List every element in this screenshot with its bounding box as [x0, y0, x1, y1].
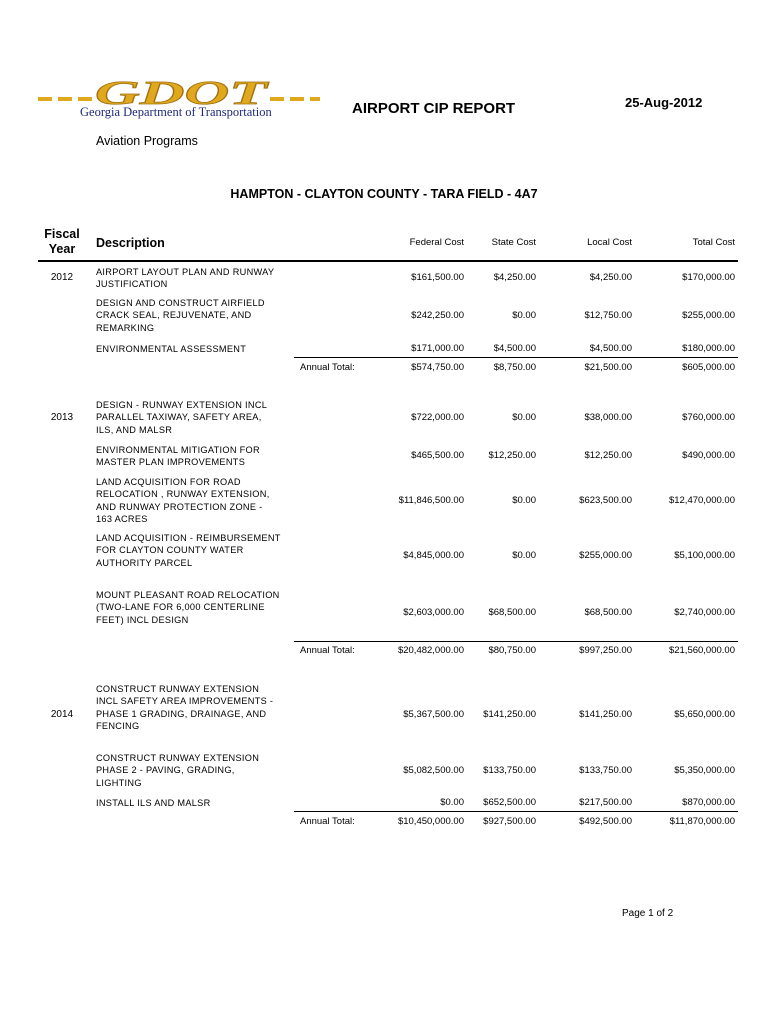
col-local: Local Cost	[587, 237, 632, 248]
federal-cost: $242,250.00	[411, 310, 464, 321]
project-description: CONSTRUCT RUNWAY EXTENSION INCL SAFETY AREA IMPROVEMENTS - PHASE 1 GRADING, DRAINAGE, AND FENCING	[96, 684, 274, 731]
annual-total-federal: $10,450,000.00	[397, 816, 464, 827]
state-cost: $0.00	[512, 412, 536, 423]
col-description: Description	[96, 236, 165, 250]
annual-total-state: $8,750.00	[493, 362, 536, 373]
annual-total-state: $927,500.00	[483, 816, 536, 827]
local-cost: $217,500.00	[579, 797, 632, 808]
project-description: LAND ACQUISITION - REIMBURSEMENT FOR CLAYTON COUNTY WATER AUTHORITY PARCEL	[96, 533, 281, 568]
state-cost: $4,250.00	[493, 272, 536, 283]
page-number: Page 1 of 2	[622, 908, 674, 919]
fiscal-year-2012: 2012	[50, 272, 74, 283]
report-date: 25-Aug-2012	[625, 95, 703, 110]
annual-total-total: $21,560,000.00	[668, 645, 735, 656]
state-cost: $133,750.00	[483, 765, 536, 776]
federal-cost: $161,500.00	[411, 272, 464, 283]
total-cost: $12,470,000.00	[668, 495, 735, 506]
total-cost: $870,000.00	[682, 797, 735, 808]
federal-cost: $0.00	[440, 797, 464, 808]
annual-total-label: Annual Total:	[300, 645, 355, 656]
local-cost: $255,000.00	[579, 550, 632, 561]
total-rule	[294, 641, 738, 642]
project-description: DESIGN AND CONSTRUCT AIRFIELD CRACK SEAL, REJUVENATE, AND REMARKING	[96, 298, 265, 333]
local-cost: $68,500.00	[584, 607, 632, 618]
project-description: CONSTRUCT RUNWAY EXTENSION PHASE 2 - PAVING, GRADING, LIGHTING	[96, 753, 260, 788]
total-cost: $170,000.00	[682, 272, 735, 283]
federal-cost: $11,846,500.00	[398, 495, 464, 506]
fiscal-year-2013: 2013	[50, 412, 74, 423]
annual-total-total: $11,870,000.00	[669, 816, 735, 827]
local-cost: $12,250.00	[584, 450, 632, 461]
state-cost: $4,500.00	[493, 343, 536, 354]
annual-total-label: Annual Total:	[300, 816, 355, 827]
total-cost: $2,740,000.00	[674, 607, 735, 618]
state-cost: $68,500.00	[488, 607, 536, 618]
annual-total-local: $21,500.00	[584, 362, 632, 373]
federal-cost: $722,000.00	[411, 412, 464, 423]
federal-cost: $5,367,500.00	[403, 709, 464, 720]
total-cost: $5,100,000.00	[674, 550, 735, 561]
project-description: ENVIRONMENTAL MITIGATION FOR MASTER PLAN IMPROVEMENTS	[96, 445, 260, 468]
col-federal: Federal Cost	[409, 237, 464, 248]
federal-cost: $171,000.00	[411, 343, 464, 354]
project-description: LAND ACQUISITION FOR ROAD RELOCATION , RUNWAY EXTENSION, AND RUNWAY PROTECTION ZONE - 163 ACRES	[96, 477, 270, 524]
col-total: Total Cost	[692, 237, 735, 248]
local-cost: $12,750.00	[584, 310, 632, 321]
project-description: INSTALL ILS AND MALSR	[96, 798, 211, 808]
total-cost: $5,650,000.00	[674, 709, 735, 720]
annual-total-federal: $20,482,000.00	[397, 645, 464, 656]
federal-cost: $465,500.00	[411, 450, 464, 461]
total-cost: $255,000.00	[682, 310, 735, 321]
agency-name: Georgia Department of Transportation	[80, 105, 272, 119]
local-cost: $4,500.00	[589, 343, 632, 354]
local-cost: $4,250.00	[589, 272, 632, 283]
annual-total-label: Annual Total:	[300, 362, 355, 373]
project-description: DESIGN - RUNWAY EXTENSION INCL PARALLEL TAXIWAY, SAFETY AREA, ILS, AND MALSR	[96, 400, 267, 435]
report-title: AIRPORT CIP REPORT	[352, 100, 516, 117]
local-cost: $623,500.00	[579, 495, 632, 506]
project-description: MOUNT PLEASANT ROAD RELOCATION (TWO-LANE FOR 6,000 CENTERLINE FEET) INCL DESIGN	[96, 590, 280, 625]
federal-cost: $5,082,500.00	[403, 765, 464, 776]
state-cost: $652,500.00	[483, 797, 536, 808]
total-cost: $760,000.00	[682, 412, 735, 423]
header-rule	[38, 260, 738, 262]
col-state: State Cost	[491, 237, 536, 248]
state-cost: $0.00	[512, 495, 536, 506]
annual-total-state: $80,750.00	[488, 645, 536, 656]
annual-total-local: $492,500.00	[579, 816, 632, 827]
state-cost: $0.00	[512, 550, 536, 561]
annual-total-total: $605,000.00	[682, 362, 735, 373]
local-cost: $141,250.00	[579, 709, 632, 720]
col-fiscal-year: Fiscal Year	[44, 227, 80, 256]
total-cost: $5,350,000.00	[674, 765, 735, 776]
annual-total-local: $997,250.00	[579, 645, 632, 656]
local-cost: $38,000.00	[584, 412, 632, 423]
local-cost: $133,750.00	[579, 765, 632, 776]
project-description: AIRPORT LAYOUT PLAN AND RUNWAY JUSTIFICATION	[96, 267, 275, 290]
project-description: ENVIRONMENTAL ASSESSMENT	[96, 344, 247, 354]
airport-title: HAMPTON - CLAYTON COUNTY - TARA FIELD - 4A7	[230, 187, 538, 201]
state-cost: $0.00	[512, 310, 536, 321]
logo-wordmark: GDOT	[95, 78, 270, 112]
federal-cost: $4,845,000.00	[403, 550, 464, 561]
total-cost: $490,000.00	[682, 450, 735, 461]
program-name: Aviation Programs	[96, 134, 198, 148]
fiscal-year-2014: 2014	[50, 709, 74, 720]
state-cost: $141,250.00	[483, 709, 536, 720]
total-rule	[294, 811, 738, 812]
total-rule	[294, 357, 738, 358]
annual-total-federal: $574,750.00	[411, 362, 464, 373]
state-cost: $12,250.00	[488, 450, 536, 461]
total-cost: $180,000.00	[682, 343, 735, 354]
federal-cost: $2,603,000.00	[403, 607, 464, 618]
